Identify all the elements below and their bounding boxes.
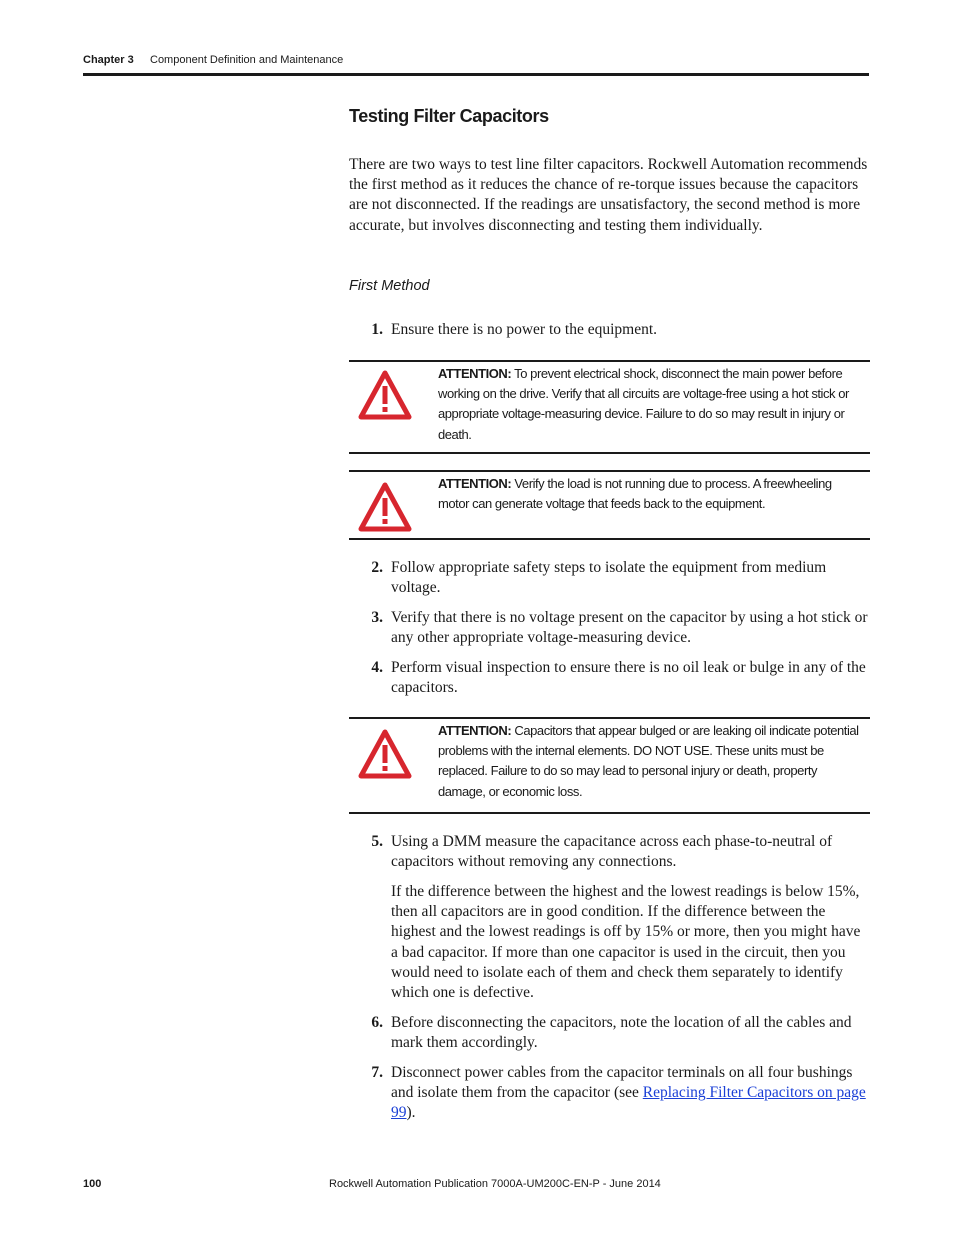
page-header (83, 52, 869, 76)
step-number: 5. (371, 833, 383, 850)
page-number: 100 (83, 1178, 102, 1190)
step-number: 4. (371, 659, 383, 676)
step-text (391, 1063, 869, 1124)
step-text: Before disconnecting the capacitors, note the location of all the cables and mark them accordingly. (391, 1014, 852, 1052)
step-number: 3. (371, 609, 383, 626)
step-text: Using a DMM measure the capacitance across each phase-to-neutral of capacitors without removing any connections. (391, 833, 833, 871)
publication-info: Rockwell Automation Publication 7000A-UM200C-EN-P - June 2014 (329, 1178, 661, 1190)
step-text: Follow appropriate safety steps to isolate the equipment from medium voltage. (391, 559, 827, 597)
step-text: Ensure there is no power to the equipment. (391, 321, 658, 338)
attention-box-freewheeling (349, 470, 870, 540)
section-title: Testing Filter Capacitors (349, 106, 549, 126)
intro-paragraph: There are two ways to test line filter capacitors. Rockwell Automation recommends the first method as it reduces the chance of re-torque issues because the capacitors are not disconnected. If the readings are unsatisfactory, the second method is more accurate, but involves disconnecting and testing them individually. (349, 156, 868, 234)
step-text: Perform visual inspection to ensure there is no oil leak or bulge in any of the capacitors. (391, 659, 866, 697)
attention-body: Capacitors that appear bulged or are leaking oil indicate potential problems with the internal elements. DO NOT USE. These units must be replaced. Failure to do so may lead to personal injury or death, property damage, or economic loss. (438, 723, 859, 799)
attention-label: ATTENTION: (438, 476, 512, 491)
attention-body: Verify the load is not running due to process. A freewheeling motor can generate voltage that feeds back to the equipment. (438, 476, 832, 512)
warning-triangle-icon (358, 370, 412, 420)
step-number: 6. (371, 1014, 383, 1031)
attention-text (438, 721, 862, 802)
attention-body: To prevent electrical shock, disconnect the main power before working on the drive. Verify that all circuits are voltage-free using a hot stick or appropriate voltage-measuring device. Failure to do so may result in injury or death. (438, 366, 849, 442)
attention-label: ATTENTION: (438, 366, 512, 381)
step-text: Verify that there is no voltage present on the capacitor by using a hot stick or any other appropriate voltage-measuring device. (391, 609, 868, 647)
step-text-after: ). (406, 1104, 416, 1122)
step-number: 2. (371, 559, 383, 576)
chapter-label: Chapter 3 (83, 54, 134, 66)
step-number: 7. (371, 1064, 383, 1081)
attention-text (438, 474, 862, 514)
subheading-first-method: First Method (349, 278, 430, 294)
replacing-filter-capacitors-link[interactable]: Replacing Filter Capacitors on page 99 (391, 1084, 866, 1122)
warning-triangle-icon (358, 482, 412, 532)
attention-box-shock (349, 360, 870, 454)
step-5-note: If the difference between the highest and the lowest readings is below 15%, then all capacitors are in good condition. If the difference between the highest and the lowest readings is off by 15% or more, then you might have a bad capacitor. If more than one capacitor is used in the circuit, then you would need to isolate each of them and check them separately to identify which one is defective. (391, 883, 861, 1002)
attention-box-bulged (349, 717, 870, 814)
chapter-title: Component Definition and Maintenance (150, 54, 344, 66)
step-text-before: Disconnect power cables from the capacitor terminals on all four bushings and isolate them from the capacitor (see (391, 1064, 853, 1102)
step-number: 1. (371, 321, 383, 338)
attention-text (438, 364, 862, 445)
attention-label: ATTENTION: (438, 723, 512, 738)
warning-triangle-icon (358, 729, 412, 779)
